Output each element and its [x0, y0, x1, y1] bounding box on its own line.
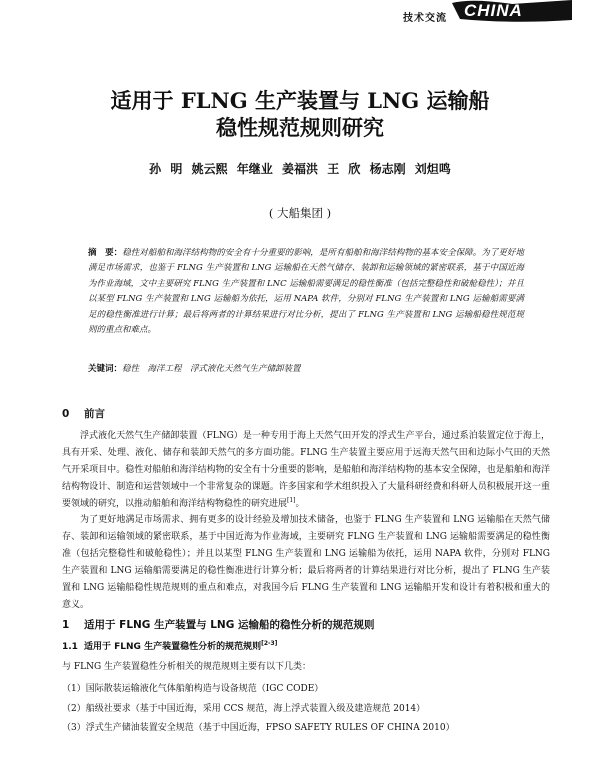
citation-ref: [2-3] [261, 640, 278, 647]
author: 刘炟鸣 [414, 162, 451, 176]
subsection-number: 1.1 [62, 642, 78, 652]
section-heading-1 [62, 617, 375, 632]
affiliation: ( 大船集团 ) [268, 206, 332, 220]
section-number: 0 [62, 408, 70, 420]
author: 欣 [348, 162, 361, 176]
paragraph-text: 浮式液化天然气生产储卸装置（FLNG）是一种专用于海上天然气田开发的浮式生产平台，通过系泊装置定位于海上，具有开采、处理、液化、储存和装卸天然气的多方面功能。FLNG 生产装置主要应用于远海天然气田和边际小气田的天然气开采项目中。稳性对船舶和海洋结构物的安全有十分重要的影响，是船舶和海洋结构物的基本安全保障，也是船舶和海洋结构物设计、制造和运营领域中一个非常复杂的课题。许多国家和学术组织投入了大量科研经费和科研人员积极展开这一重要领域的研究，以推动船舶和海洋结构物稳性的研究进展 [62, 431, 550, 509]
abstract-text: 稳性对船舶和海洋结构物的安全有十分重要的影响，是所有船舶和海洋结构物的基本安全保障。为了更好地满足市场需求，也鉴于 FLNG 生产装置和 LNG 运输船在天然气储存、装卸和运输领域的紧密联系，基于中国近海为作业海域，文中主要研究 FLNG 生产装置和 LNC 运输船需要满足的稳性衡准（包括完整稳性和破舱稳性）；并且以某型 FLNG 生产装置和 LNG 运输船为依托，运用 NAPA 软件，分别对 FLNG 生产装置和 LNG 运输船需要满足的稳性衡准进行计算；最后将两者的计算结果进行对比分析，提出了 FLNG 生产装置和 LNG 运输船稳性规范规则的重点和难点。 [88, 248, 524, 336]
keywords [88, 362, 524, 374]
author: 孙 [149, 162, 162, 176]
author: 杨志刚 [369, 162, 406, 176]
list-item: （2）船级社要求（基于中国近海，采用 CCS 规范，海上浮式装置入级及建造规范 2014） [62, 703, 426, 714]
list-lead-text: 与 FLNG 生产装置稳性分析相关的规范规则主要有以下几类： [62, 662, 312, 672]
author: 王 [327, 162, 340, 176]
title-line-2: 稳性规范规则研究 [216, 115, 384, 140]
list-item: （3）浮式生产储油装置安全规范（基于中国近海，FPSO SAFETY RULES OF CHINA 2010） [62, 723, 455, 733]
intro-paragraph-1 [62, 428, 550, 513]
abstract [88, 246, 524, 338]
author: 年继业 [236, 162, 273, 176]
author: 姜福洪 [281, 162, 318, 176]
list-item: （1）国际散装运输液化气体船舶构造与设备规范（IGC CODE） [62, 684, 324, 694]
author: 姚云熙 [191, 162, 228, 176]
logo-text: CHINA [464, 1, 523, 20]
keywords-text: 稳性 海洋工程 浮式液化天然气生产储卸装置 [122, 364, 301, 374]
rules-list [62, 680, 455, 739]
section-title: 前言 [84, 408, 105, 420]
section-number: 1 [62, 619, 70, 631]
section-heading-introduction [62, 406, 105, 421]
section-title: 适用于 FLNG 生产装置与 LNG 运输船的稳性分析的规范规则 [84, 619, 375, 631]
paragraph-end: 。 [295, 499, 305, 509]
section-label: 技术交流 [403, 13, 447, 24]
citation-ref: [1] [287, 497, 296, 504]
abstract-label: 摘 要： [88, 248, 123, 258]
journal-logo [452, 0, 572, 22]
author-list [0, 160, 600, 177]
subsection-heading-1-1 [62, 639, 277, 652]
intro-paragraph-2: 为了更好地满足市场需求、拥有更多的设计经验及增加技术储备，也鉴于 FLNG 生产装置和 LNG 运输船在天然气储存、装卸和运输领域的紧密联系，基于中国近海为作业海域，主要研究 FLNG 生产装置和 LNG 运输船需要满足的稳性衡准（包括完整稳性和破舱稳性）；并且以某型 FLNG 生产装置和 LNG 运输船为依托，运用 NAPA 软件，分别对 FLNG 生产装置和 LNG 运输船需要满足的稳性衡准进行计算分析；最后将两者的计算结果进行对比分析，提出了 FLNG 生产装置和 LNG 运输船稳性规范规则的重点和难点，对我国今后 FLNG 生产装置和 LNG 运输船开发和设计有着积极和重大的意义。 [62, 515, 550, 610]
author: 明 [170, 162, 183, 176]
title-line-1: 适用于 FLNG 生产装置与 LNG 运输船 [110, 88, 490, 113]
keywords-label: 关键词： [88, 364, 123, 374]
subsection-title: 适用于 FLNG 生产装置稳性分析的规范规则 [84, 642, 262, 652]
